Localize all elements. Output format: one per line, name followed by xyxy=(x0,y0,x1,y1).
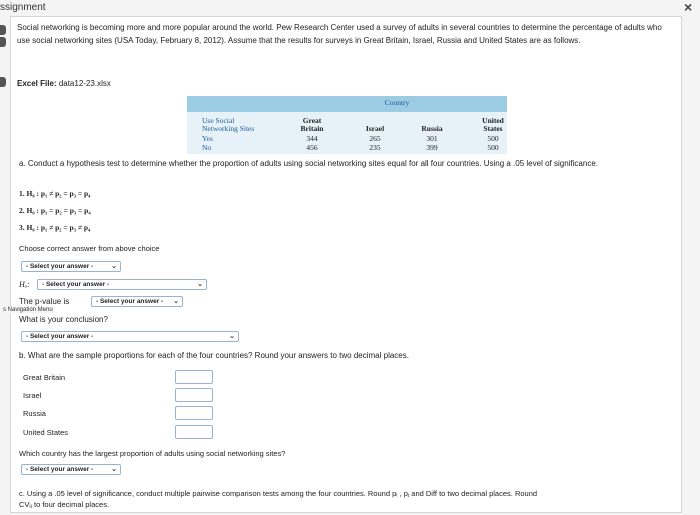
window-title: ssignment xyxy=(0,2,46,13)
table-cell: 456 xyxy=(306,143,318,152)
part-b-question: b. What are the sample proportions for each of the four countries? Round your answers to two decimal places. xyxy=(19,351,409,360)
row-label: Yes xyxy=(202,134,213,143)
chevron-down-icon: ⌄ xyxy=(111,263,117,270)
table-cell: 344 xyxy=(306,134,318,143)
largest-country-select[interactable] xyxy=(21,464,121,475)
column-header: Russia xyxy=(421,124,443,133)
table-cell: 265 xyxy=(369,134,381,143)
table-group-header: Country xyxy=(384,98,410,107)
chevron-down-icon: ⌄ xyxy=(229,333,235,340)
select-value: - Select your answer - xyxy=(26,263,94,270)
largest-country-question: Which country has the largest proportion of adults using social networking sites? xyxy=(19,449,286,458)
country-label: United States xyxy=(23,428,69,437)
column-header: Israel xyxy=(365,124,385,133)
table-cell: 500 xyxy=(487,143,499,152)
select-value: - Select your answer - xyxy=(26,466,94,473)
excel-filename[interactable]: data12-23.xlsx xyxy=(58,79,111,88)
title-bar xyxy=(0,0,700,16)
israel-proportion-input[interactable] xyxy=(175,388,213,402)
pvalue-label: The p-value is xyxy=(19,297,70,306)
table-cell: 399 xyxy=(426,143,438,152)
chevron-down-icon: ⌄ xyxy=(173,298,179,305)
chevron-down-icon: ⌄ xyxy=(111,466,117,473)
ha-label: Hₐ: xyxy=(19,280,30,289)
question-panel xyxy=(3,16,682,513)
column-header: Great xyxy=(302,116,322,125)
country-label: Russia xyxy=(23,409,46,418)
hypothesis-option: 2. H₀ : p₁ = p₂ = p₃ = p₄ xyxy=(19,206,91,215)
pvalue-select[interactable] xyxy=(91,296,183,307)
column-header: Britain xyxy=(300,124,324,133)
part-c-question-continued: CVᵢⱼ to four decimal places. xyxy=(19,500,110,509)
country-label: Great Britain xyxy=(23,373,66,382)
table-cell: 500 xyxy=(487,134,499,143)
side-tab-marker[interactable] xyxy=(0,37,6,47)
part-c-question: c. Using a .05 level of significance, conduct multiple pairwise comparison tests among the four countries. Round pᵢ , pⱼ and Diff to two decimal places. Round xyxy=(19,489,538,498)
side-tab-marker[interactable] xyxy=(0,77,6,87)
side-tab-marker[interactable] xyxy=(0,25,6,35)
row-header-line: Networking Sites xyxy=(202,124,255,133)
ha-answer-select[interactable] xyxy=(37,279,207,290)
united-states-proportion-input[interactable] xyxy=(175,425,213,439)
conclusion-select[interactable] xyxy=(21,331,239,342)
table-header-bar xyxy=(187,96,507,112)
choose-instruction: Choose correct answer from above choice xyxy=(19,244,160,253)
hypothesis-option: 1. H₀ : p₁ ≠ p₂ = p₃ = p₄ xyxy=(19,189,91,198)
problem-intro: Social networking is becoming more and more popular around the world. Pew Research Center used a survey of adults in several countries to determine the percentage of adults who use social networking sites (USA Today, February 8, 2012). Assume that the results for surveys in Great Britain, Israel, Russia and United States are as follows. xyxy=(17,23,662,45)
table-cell: 301 xyxy=(426,134,438,143)
select-value: - Select your answer - xyxy=(42,281,110,288)
navigation-tooltip: s Navigation Menu xyxy=(3,307,53,313)
select-value: - Select your answer - xyxy=(26,333,94,340)
part-a-question: a. Conduct a hypothesis test to determine whether the proportion of adults using social networking sites equal for all four countries. Using a .05 level of significance. xyxy=(19,159,598,168)
h0-answer-select[interactable] xyxy=(21,261,121,272)
column-header: States xyxy=(483,124,503,133)
conclusion-label: What is your conclusion? xyxy=(19,315,108,324)
great-britain-proportion-input[interactable] xyxy=(175,370,213,384)
select-value: - Select your answer - xyxy=(96,298,164,305)
excel-label: Excel File: xyxy=(17,79,57,88)
country-label: Israel xyxy=(23,391,42,400)
data-table xyxy=(187,96,507,154)
close-icon[interactable]: × xyxy=(684,0,693,15)
russia-proportion-input[interactable] xyxy=(175,406,213,420)
row-label: No xyxy=(202,143,212,152)
table-cell: 235 xyxy=(369,143,381,152)
column-header: United xyxy=(482,116,504,125)
chevron-down-icon: ⌄ xyxy=(197,281,203,288)
hypothesis-option: 3. H₀ : p₁ ≠ p₂ = p₃ ≠ p₄ xyxy=(19,223,91,232)
row-header-line: Use Social xyxy=(202,116,235,125)
excel-file-line xyxy=(17,79,111,88)
